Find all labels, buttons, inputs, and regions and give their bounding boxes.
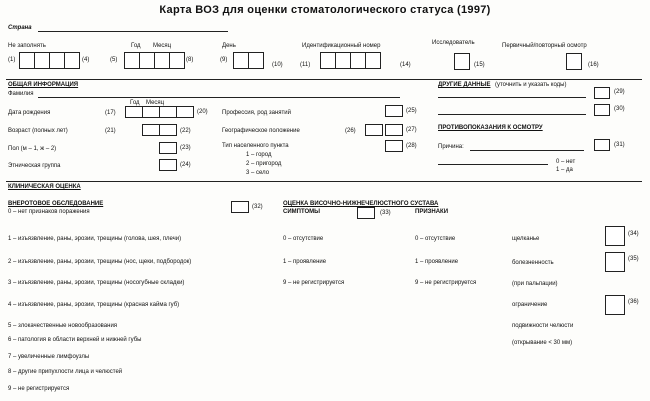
settlement-option-city: 1 – город (246, 152, 272, 158)
birth-month-box-1[interactable] (159, 106, 177, 118)
tmj-symptoms-box[interactable] (357, 207, 375, 219)
extraoral-option-7: 7 – увеличенные лимфоузлы (8, 354, 90, 360)
field-number-5: (5) (110, 57, 118, 63)
general-info-heading: ОБЩАЯ ИНФОРМАЦИЯ (8, 82, 79, 88)
ethnic-group-box[interactable] (159, 159, 177, 171)
field-number-33: (33) (380, 210, 391, 216)
tmj-tenderness-box[interactable] (605, 252, 625, 272)
day-label: День (222, 43, 236, 49)
profession-label: Профессия, род занятий (222, 110, 292, 116)
id-box-4[interactable] (365, 52, 381, 69)
settlement-type-label: Тип населенного пункта (222, 143, 289, 149)
birth-year-box-1[interactable] (125, 106, 143, 118)
geo-location-box-1[interactable] (365, 124, 383, 136)
field-number-28: (28) (406, 143, 417, 149)
field-number-20: (20) (197, 109, 208, 115)
tmj-clicking-box[interactable] (605, 226, 625, 246)
tmj-tenderness-label: болезненность (512, 260, 554, 266)
tmj-sign-1: 1 – проявление (415, 259, 459, 265)
birth-month-label: Месяц (146, 100, 165, 106)
surname-label: Фамилия (8, 91, 34, 97)
extraoral-option-8: 8 – другие припухлости лица и челюстей (8, 369, 123, 375)
age-box-2[interactable] (159, 124, 177, 136)
field-number-11: (11) (300, 62, 311, 68)
extraoral-option-3: 3 – изъязвление, раны, эрозии, трещины (носогубные складки) (8, 280, 185, 286)
month-label: Месяц (153, 43, 172, 49)
day-box-2[interactable] (248, 52, 264, 69)
surname-field[interactable] (38, 97, 400, 98)
birth-year-label: Год (130, 100, 140, 106)
field-number-26: (26) (345, 128, 356, 134)
extraoral-option-9: 9 – не регистрируется (8, 386, 70, 392)
tmj-reduced-label: ограничение (512, 302, 548, 308)
extraoral-exam-heading: ВНЕРОТОВОЕ ОБСЛЕДОВАНИЕ (8, 201, 104, 207)
extraoral-exam-box[interactable] (231, 201, 249, 213)
tmj-heading: ОЦЕНКА ВИСОЧНО-НИЖНЕЧЕЛЮСТНОГО СУСТАВА (283, 201, 439, 207)
other-data-heading: ДРУГИЕ ДАННЫЕ (438, 82, 491, 88)
field-number-10: (10) (272, 62, 283, 68)
field-number-27: (27) (406, 127, 417, 133)
code-box-3[interactable] (49, 52, 65, 69)
field-number-36: (36) (628, 299, 639, 305)
examiner-box[interactable] (454, 53, 470, 70)
sex-label: Пол (м – 1, ж – 2) (8, 146, 57, 152)
age-label: Возраст (полных лет) (8, 128, 68, 134)
contraindication-reason-field[interactable] (470, 150, 584, 151)
tmj-symptom-1: 1 – проявление (283, 259, 327, 265)
tmj-symptom-0: 0 – отсутствие (283, 236, 324, 242)
date-year-box-1[interactable] (124, 52, 140, 69)
field-number-8: (8) (186, 57, 194, 63)
geo-location-label: Географическое положение (222, 128, 300, 134)
birth-year-box-2[interactable] (142, 106, 160, 118)
profession-box[interactable] (385, 105, 403, 117)
ethnic-group-label: Этническая группа (8, 163, 61, 169)
year-label: Год (131, 43, 141, 49)
extraoral-option-5: 5 – злокачественные новообразования (8, 323, 118, 329)
code-box-4[interactable] (64, 52, 80, 69)
extraoral-option-0: 0 – нет признаков поражения (8, 209, 90, 215)
sex-box[interactable] (159, 142, 177, 154)
date-year-box-2[interactable] (139, 52, 155, 69)
code-box-2[interactable] (34, 52, 50, 69)
contraindications-heading: ПРОТИВОПОКАЗАНИЯ К ОСМОТРУ (438, 125, 543, 131)
field-number-9: (9) (220, 57, 228, 63)
date-month-box-1[interactable] (154, 52, 170, 69)
extraoral-option-4: 4 – изъязвление, раны, эрозии, трещины (красная кайма губ) (8, 302, 180, 308)
extraoral-option-6: 6 – патология в области верхней и нижней губы (8, 337, 142, 343)
tmj-sign-9: 9 – не регистрируется (415, 280, 477, 286)
other-data-box-2[interactable] (594, 104, 610, 116)
field-number-4: (4) (82, 57, 90, 63)
extraoral-option-2: 2 – изъязвление, раны, эрозии, трещины (нос, щеки, подбородок) (8, 259, 192, 265)
settlement-option-suburb: 2 – пригород (246, 161, 282, 167)
field-number-17: (17) (105, 110, 116, 116)
section-divider (6, 181, 642, 182)
date-month-box-2[interactable] (169, 52, 185, 69)
form-title: Карта ВОЗ для оценки стоматологического статуса (1997) (159, 4, 491, 16)
primary-repeat-box[interactable] (566, 53, 582, 70)
id-box-2[interactable] (335, 52, 351, 69)
day-box-1[interactable] (233, 52, 249, 69)
birth-date-label: Дата рождения (8, 110, 51, 116)
age-box-1[interactable] (142, 124, 160, 136)
field-number-1: (1) (8, 57, 16, 63)
id-box-3[interactable] (350, 52, 366, 69)
tmj-symptom-9: 9 – не регистрируется (283, 280, 345, 286)
country-label: Страна (8, 25, 32, 31)
contraindication-box[interactable] (594, 139, 610, 151)
section-divider (6, 79, 642, 80)
field-number-14: (14) (400, 62, 411, 68)
country-field[interactable] (38, 31, 228, 32)
field-number-31: (31) (614, 142, 625, 148)
field-number-22: (22) (180, 128, 191, 134)
field-number-15: (15) (474, 62, 485, 68)
examiner-label: Исследователь (432, 40, 475, 46)
field-number-30: (30) (614, 106, 625, 112)
other-data-note: (уточнить и указать коды) (495, 82, 567, 88)
field-number-24: (24) (180, 162, 191, 168)
tmj-jaw-mobility-label: подвижности челюсти (512, 323, 574, 329)
contraindication-no: 0 – нет (556, 159, 576, 165)
tmj-clicking-label: щелканье (512, 236, 540, 242)
not-fill-label: Не заполнять (8, 43, 46, 49)
geo-location-box-2[interactable] (385, 124, 403, 136)
field-number-32: (32) (252, 204, 263, 210)
other-data-field-2[interactable] (438, 114, 586, 115)
primary-repeat-label: Первичный/повторный осмотр (502, 43, 587, 49)
birth-month-box-2[interactable] (176, 106, 194, 118)
extraoral-option-1: 1 – изъязвление, раны, эрозии, трещины (голова, шея, плечи) (8, 236, 182, 242)
tmj-sign-0: 0 – отсутствие (415, 236, 456, 242)
clinical-assessment-heading: КЛИНИЧЕСКАЯ ОЦЕНКА (8, 184, 81, 190)
field-number-35: (35) (628, 256, 639, 262)
tmj-reduced-mobility-box[interactable] (605, 295, 625, 315)
id-number-label: Идентификационный номер (302, 43, 381, 49)
tmj-symptoms-heading: СИМПТОМЫ (283, 209, 321, 215)
field-number-21: (21) (105, 128, 116, 134)
contraindication-reason-label: Причина: (438, 144, 464, 150)
contraindication-yes: 1 – да (556, 167, 573, 173)
field-number-34: (34) (628, 231, 639, 237)
tmj-signs-heading: ПРИЗНАКИ (415, 209, 449, 215)
other-data-field-1[interactable] (438, 97, 586, 98)
code-box-1[interactable] (19, 52, 35, 69)
tmj-palpation-label: (при пальпации) (512, 281, 558, 287)
field-number-29: (29) (614, 89, 625, 95)
settlement-type-box[interactable] (385, 140, 403, 152)
settlement-option-village: 3 – село (246, 170, 270, 176)
tmj-opening-label: (открывание < 30 мм) (512, 340, 573, 346)
id-box-1[interactable] (320, 52, 336, 69)
contraindication-extra-field[interactable] (438, 164, 548, 165)
field-number-16: (16) (588, 62, 599, 68)
field-number-25: (25) (406, 108, 417, 114)
field-number-23: (23) (180, 145, 191, 151)
other-data-box-1[interactable] (594, 87, 610, 99)
